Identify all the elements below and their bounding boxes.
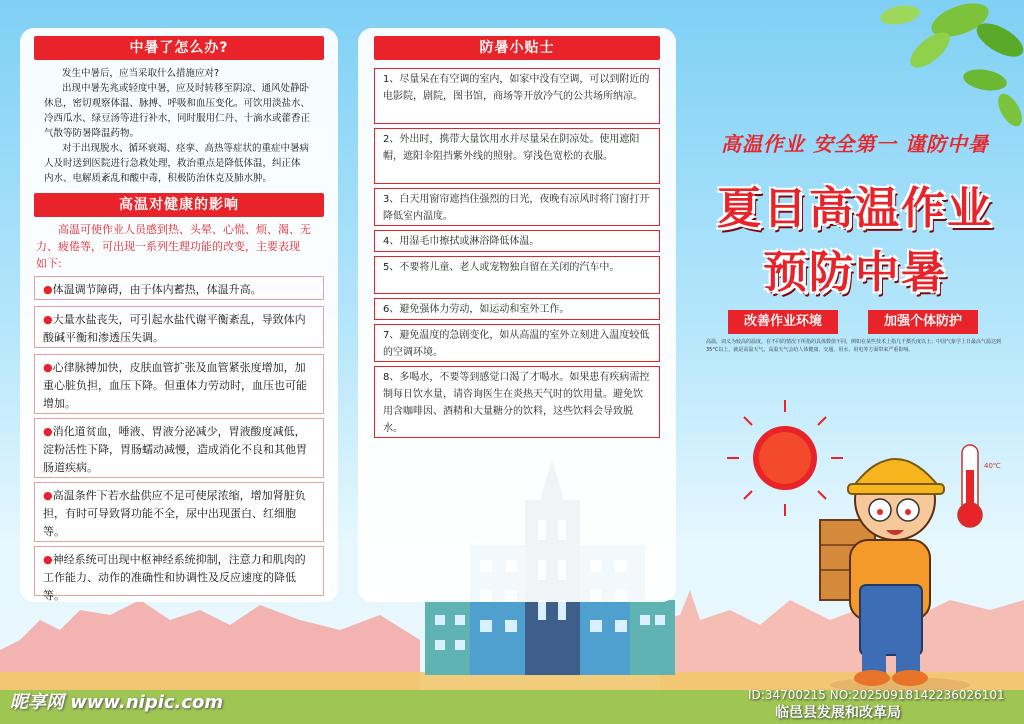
section-title-health-impact: 高温对健康的影响 bbox=[34, 193, 324, 217]
health-card bbox=[34, 354, 324, 414]
main-title-line2: 预防中暑 bbox=[763, 247, 947, 298]
slogan: 高温作业 安全第一 谨防中暑 bbox=[721, 132, 989, 156]
image-id: ID:34700215 NO:20250918142236026101 bbox=[748, 688, 1005, 702]
health-card-text: 体温调节障碍，由于体内蓄热，体温升高。 bbox=[52, 283, 262, 296]
heatstroke-line: 内水、电解质紊乱和酸中毒，积极防治休克及肺水肿。 bbox=[44, 173, 273, 184]
tip-item: 1、尽量呆在有空调的室内，如家中没有空调，可以到附近的电影院，剧院，图书馆，商场等开放冷气的公共场所纳凉。 bbox=[374, 68, 660, 124]
tip-item: 6、避免强体力劳动，如运动和室外工作。 bbox=[374, 298, 660, 320]
company-name: 临邑县发展和改革局 bbox=[775, 705, 901, 721]
tip-item: 3、白天用窗帘遮挡住强烈的日光，夜晚有凉风时将门窗打开降低室内温度。 bbox=[374, 188, 660, 226]
tip-item: 8、多喝水，不要等到感觉口渴了才喝水。如果患有疾病需控制每日饮水量，请咨询医生在炎热天气时的饮用量。避免饮用含咖啡因、酒精和大量糖分的饮料，这些饮料会导致脱水。 bbox=[374, 366, 660, 438]
definition-note: 高温，词义为较高的温度。在不同的情况下所指的具体数值不同，例如在某些技术上指几千摄氏度以上；中国气象学上日最高气温达到35°C以上，就是高温天气。高温天气会给人体健康、交通、用水、用电等方面带来严重影响。 bbox=[706, 339, 1002, 353]
bullet-dot: ● bbox=[43, 361, 53, 374]
health-card bbox=[34, 546, 324, 602]
health-intro-line: 高温可使作业人员感到热、头晕、心慌、烦、渴、无 bbox=[58, 223, 311, 236]
section-title-heatstroke: 中暑了怎么办? bbox=[34, 36, 324, 60]
health-intro bbox=[36, 221, 328, 272]
tip-item: 2、外出时，携带大量饮用水并尽量呆在阴凉处。使用遮阳帽，遮阳伞阻挡紫外线的照射。穿浅色宽松的衣服。 bbox=[374, 128, 660, 184]
tip-item: 4、用湿毛巾擦拭或淋浴降低体温。 bbox=[374, 230, 660, 252]
heatstroke-line: 气散等防暑降温药物。 bbox=[44, 128, 140, 139]
bullet-dot: ● bbox=[43, 283, 53, 296]
heatstroke-text bbox=[44, 66, 328, 186]
sun-illustration bbox=[727, 400, 843, 516]
health-card bbox=[34, 418, 324, 478]
heatstroke-line: 对于出现脱水、循环衰竭、痉挛、高热等症状的重症中暑病 bbox=[62, 143, 310, 154]
health-card bbox=[34, 306, 324, 348]
health-card-text: 消化道贫血，唾液、胃液分泌减少，胃液酸度减低，淀粉活性下降，胃肠蠕动减慢，造成消化不良和其他胃肠道疾病。 bbox=[43, 425, 307, 474]
heatstroke-line: 休息，密切观察体温、脉搏、呼吸和血压变化。可饮用淡盐水、 bbox=[44, 98, 311, 109]
health-intro-line: 力、疲倦等，可出现一系列生理功能的改变，主要表现 bbox=[36, 240, 300, 253]
thermometer-illustration bbox=[958, 445, 982, 527]
heatstroke-line: 冷西瓜水、绿豆汤等进行补水，同时服用仁丹、十滴水或藿香正 bbox=[44, 113, 311, 124]
heatstroke-line: 发生中暑后，应当采取什么措施应对? bbox=[62, 68, 220, 79]
bullet-dot: ● bbox=[43, 553, 53, 566]
leaves-decoration bbox=[879, 0, 1024, 130]
health-intro-line: 如下: bbox=[36, 257, 62, 270]
health-card-text: 心律脉搏加快，皮肤血管扩张及血管紧张度增加，加重心脏负担，血压下降。但重体力劳动时，血压也可能增加。 bbox=[43, 361, 307, 410]
bullet-dot: ● bbox=[43, 313, 53, 326]
section-title-tips: 防暑小贴士 bbox=[374, 36, 660, 60]
tip-item: 5、不要将儿童、老人或宠物独自留在关闭的汽车中。 bbox=[374, 256, 660, 294]
tag-improve-environment: 改善作业环境 bbox=[728, 310, 838, 334]
health-card bbox=[34, 482, 324, 542]
bullet-dot: ● bbox=[43, 425, 53, 438]
health-card-text: 神经系统可出现中枢神经系统抑制，注意力和肌肉的工作能力、动作的准确性和协调性及反应速度的降低等。 bbox=[43, 553, 306, 602]
health-card bbox=[34, 276, 324, 300]
health-card-text: 高温条件下若水盐供应不足可使尿浓缩，增加肾脏负担，有时可导致肾功能不全，尿中出现蛋白、红细胞等。 bbox=[43, 489, 306, 538]
site-logo: 昵享网 www.nipic.com bbox=[10, 692, 224, 713]
health-card-text: 大量水盐丧失，可引起水盐代谢平衡紊乱，导致体内酸碱平衡和渗透压失调。 bbox=[43, 313, 306, 344]
tip-item: 7、避免温度的急剧变化，如从高温的室外立刻进入温度较低的空调环境。 bbox=[374, 324, 660, 362]
heatstroke-line: 出现中暑先兆或轻度中暑，应及时转移至阴凉、通风处静卧 bbox=[62, 83, 310, 94]
heatstroke-line: 人及时送到医院进行急救处理，救治重点是降低体温，纠正体 bbox=[44, 158, 301, 169]
tag-personal-protection: 加强个体防护 bbox=[868, 310, 978, 334]
thermometer-label: 40℃ bbox=[984, 462, 1001, 470]
bullet-dot: ● bbox=[43, 489, 53, 502]
main-title-line1: 夏日高温作业 bbox=[717, 183, 993, 234]
